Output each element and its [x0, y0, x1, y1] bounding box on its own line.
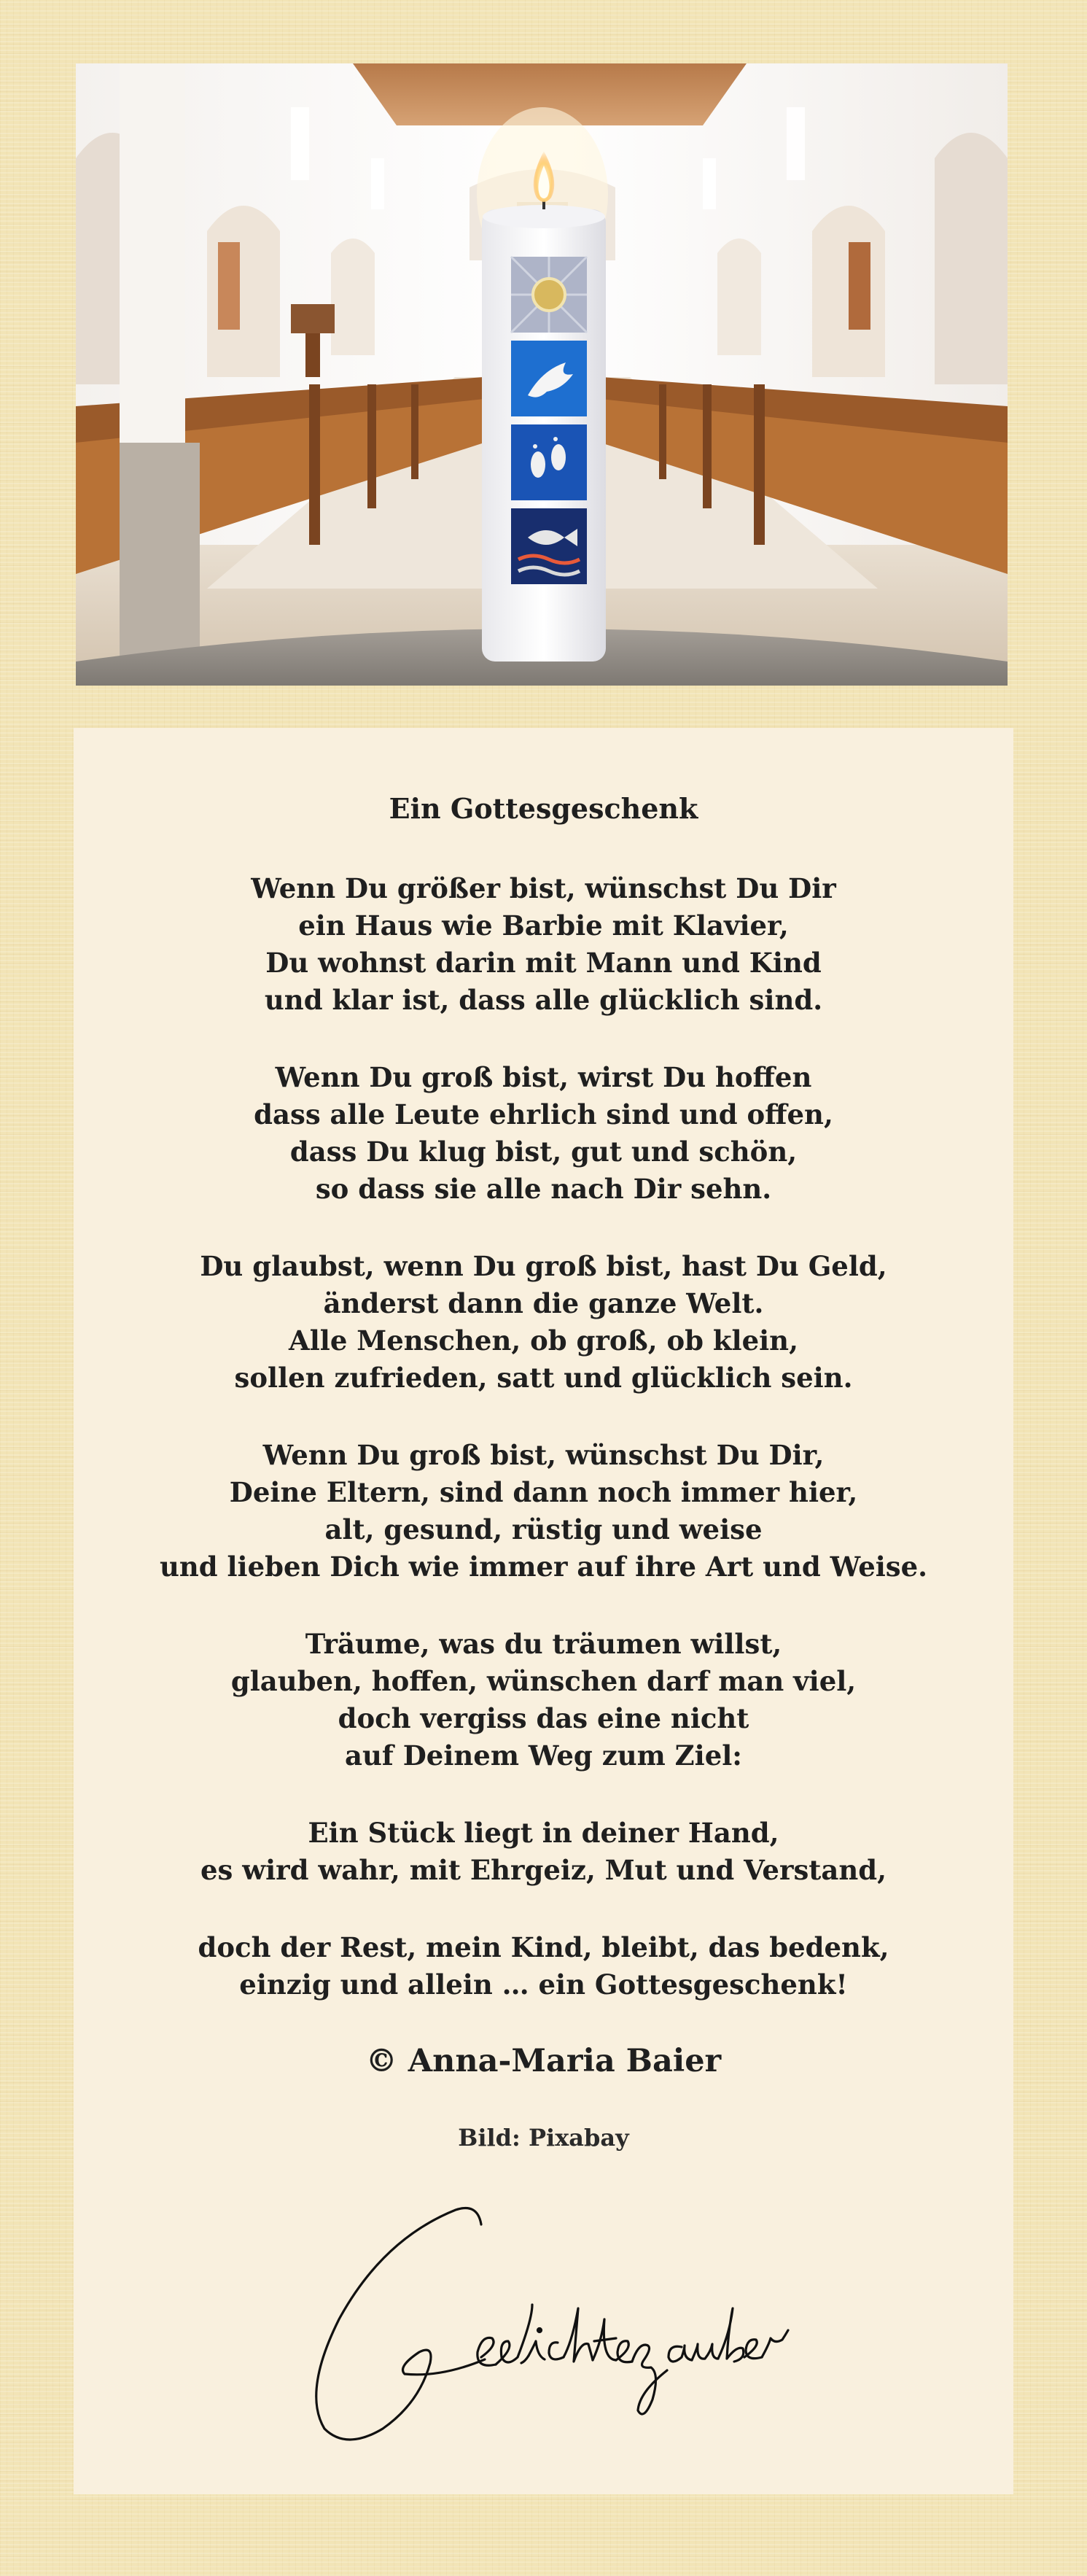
poem-line: es wird wahr, mit Ehrgeiz, Mut und Verstand,	[200, 1854, 887, 1886]
poem-stanza	[0, 1059, 1087, 1208]
poem-line: Wenn Du größer bist, wünschst Du Dir	[251, 872, 836, 904]
poem-line: sollen zufrieden, satt und glücklich sein.	[234, 1362, 853, 1394]
poem-line: Wenn Du groß bist, wünschst Du Dir,	[262, 1439, 825, 1471]
poem-line: Deine Eltern, sind dann noch immer hier,	[229, 1476, 858, 1508]
poem-line: so dass sie alle nach Dir sehn.	[315, 1173, 772, 1205]
poem-line: dass alle Leute ehrlich sind und offen,	[254, 1098, 833, 1130]
poem-stanza	[0, 1929, 1087, 2003]
poem-line: Du wohnst darin mit Mann und Kind	[265, 947, 822, 979]
poem-stanza	[0, 1437, 1087, 1586]
footprints-icon	[511, 424, 587, 500]
poem-line: alt, gesund, rüstig und weise	[324, 1513, 763, 1545]
signature-logo	[295, 2195, 820, 2458]
poem-line: doch der Rest, mein Kind, bleibt, das bedenk,	[198, 1931, 889, 1963]
fish-icon	[511, 508, 587, 584]
image-credit: Bild: Pixabay	[458, 2124, 629, 2152]
poem-line: auf Deinem Weg zum Ziel:	[345, 1739, 742, 1772]
poem-title: Ein Gottesgeschenk	[389, 792, 698, 825]
poem-stanza	[0, 1815, 1087, 1889]
poem-line: dass Du klug bist, gut und schön,	[289, 1136, 798, 1168]
poem-line: und lieben Dich wie immer auf ihre Art und Weise.	[159, 1551, 928, 1583]
church-baptism-candle-image	[76, 63, 1008, 686]
poem-line: Ein Stück liegt in deiner Hand,	[308, 1817, 779, 1849]
poem-line: einzig und allein … ein Gottesgeschenk!	[239, 1968, 848, 2001]
church-candle-photo	[76, 63, 1008, 686]
poem-line: Träume, was du träumen willst,	[305, 1628, 782, 1660]
poem-line: Du glaubst, wenn Du groß bist, hast Du Geld,	[200, 1250, 887, 1282]
poem-stanza	[0, 1248, 1087, 1397]
poem-line: ein Haus wie Barbie mit Klavier,	[298, 909, 789, 942]
sun-icon	[511, 257, 587, 333]
poem-line: glauben, hoffen, wünschen darf man viel,	[230, 1665, 857, 1697]
poem-line: und klar ist, dass alle glücklich sind.	[264, 984, 823, 1016]
copyright-line: © Anna-Maria Baier	[365, 2043, 722, 2079]
poem-line: doch vergiss das eine nicht	[338, 1702, 749, 1734]
signature-script	[295, 2195, 820, 2458]
poem-line: Wenn Du groß bist, wirst Du hoffen	[275, 1061, 812, 1093]
poem-line: änderst dann die ganze Welt.	[323, 1287, 764, 1319]
poem-line: Alle Menschen, ob groß, ob klein,	[289, 1324, 798, 1357]
poem-body	[0, 870, 1087, 2044]
poem-stanza	[0, 870, 1087, 1019]
dove-icon	[511, 341, 587, 416]
poem-stanza	[0, 1626, 1087, 1774]
